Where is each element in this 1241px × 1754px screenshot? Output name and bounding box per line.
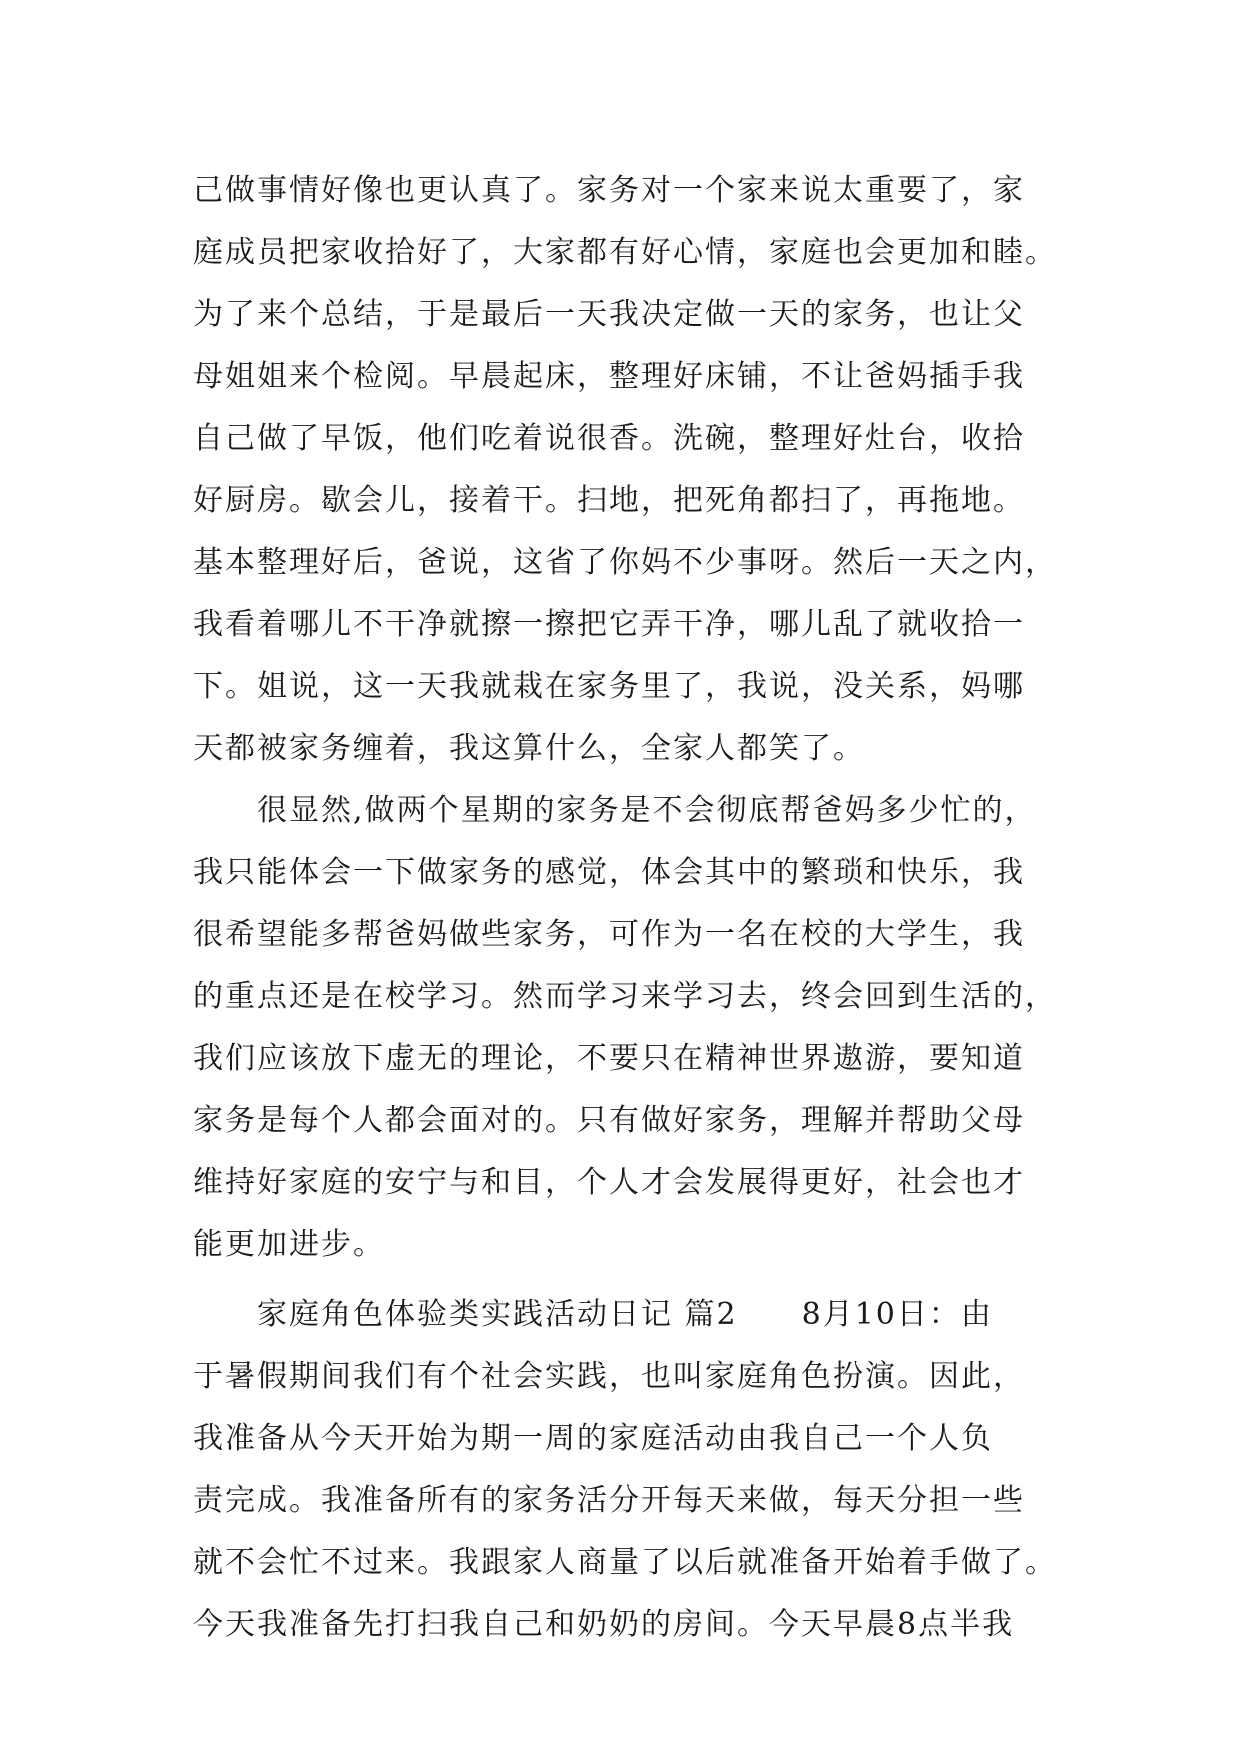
- text-line: 的重点还是在校学习。然而学习来学习去，终会回到生活的，: [193, 979, 1057, 1014]
- text-line: 天都被家务缠着，我这算什么，全家人都笑了。: [193, 731, 865, 766]
- text-line: 下。姐说，这一天我就栽在家务里了，我说，没关系，妈哪: [193, 669, 1025, 704]
- text-line: 庭成员把家收拾好了，大家都有好心情，家庭也会更加和睦。: [193, 235, 1057, 270]
- text-line: 己做事情好像也更认真了。家务对一个家来说太重要了，家: [193, 173, 1025, 208]
- text-line: 今天我准备先打扫我自己和奶奶的房间。今天早晨8点半我: [193, 1607, 1015, 1642]
- text-line: 我只能体会一下做家务的感觉，体会其中的繁琐和快乐，我: [193, 855, 1025, 890]
- document-body: [193, 160, 1057, 1656]
- text-line: 我看着哪儿不干净就擦一擦把它弄干净，哪儿乱了就收拾一: [193, 607, 1025, 642]
- text-line: 我准备从今天开始为期一周的家庭活动由我自己一个人负: [193, 1421, 993, 1456]
- text-line: 于暑假期间我们有个社会实践，也叫家庭角色扮演。因此，: [193, 1359, 1025, 1394]
- section-heading-line: 家庭角色体验类实践活动日记 篇2 8月10日：由: [193, 1297, 993, 1332]
- text-line: 为了来个总结，于是最后一天我决定做一天的家务，也让父: [193, 297, 1025, 332]
- text-line: 维持好家庭的安宁与和目，个人才会发展得更好，社会也才: [193, 1165, 1025, 1200]
- text-line: 基本整理好后，爸说，这省了你妈不少事呀。然后一天之内，: [193, 545, 1057, 580]
- text-line: 责完成。我准备所有的家务活分开每天来做，每天分担一些: [193, 1483, 1025, 1518]
- paragraph-gap: [193, 1276, 1053, 1284]
- text-line: 好厨房。歇会儿，接着干。扫地，把死角都扫了，再拖地。: [193, 483, 1025, 518]
- text-line: 母姐姐来个检阅。早晨起床，整理好床铺，不让爸妈插手我: [193, 359, 1025, 394]
- text-line: 家务是每个人都会面对的。只有做好家务，理解并帮助父母: [193, 1103, 1025, 1138]
- text-line: 自己做了早饭，他们吃着说很香。洗碗，整理好灶台，收拾: [193, 421, 1025, 456]
- text-line: 能更加进步。: [193, 1227, 385, 1262]
- text-line: 很希望能多帮爸妈做些家务，可作为一名在校的大学生，我: [193, 917, 1025, 952]
- text-line: 就不会忙不过来。我跟家人商量了以后就准备开始着手做了。: [193, 1545, 1057, 1580]
- paragraph-start-line: 很显然,做两个星期的家务是不会彻底帮爸妈多少忙的，: [193, 793, 1037, 828]
- text-line: 我们应该放下虚无的理论，不要只在精神世界遨游，要知道: [193, 1041, 1025, 1076]
